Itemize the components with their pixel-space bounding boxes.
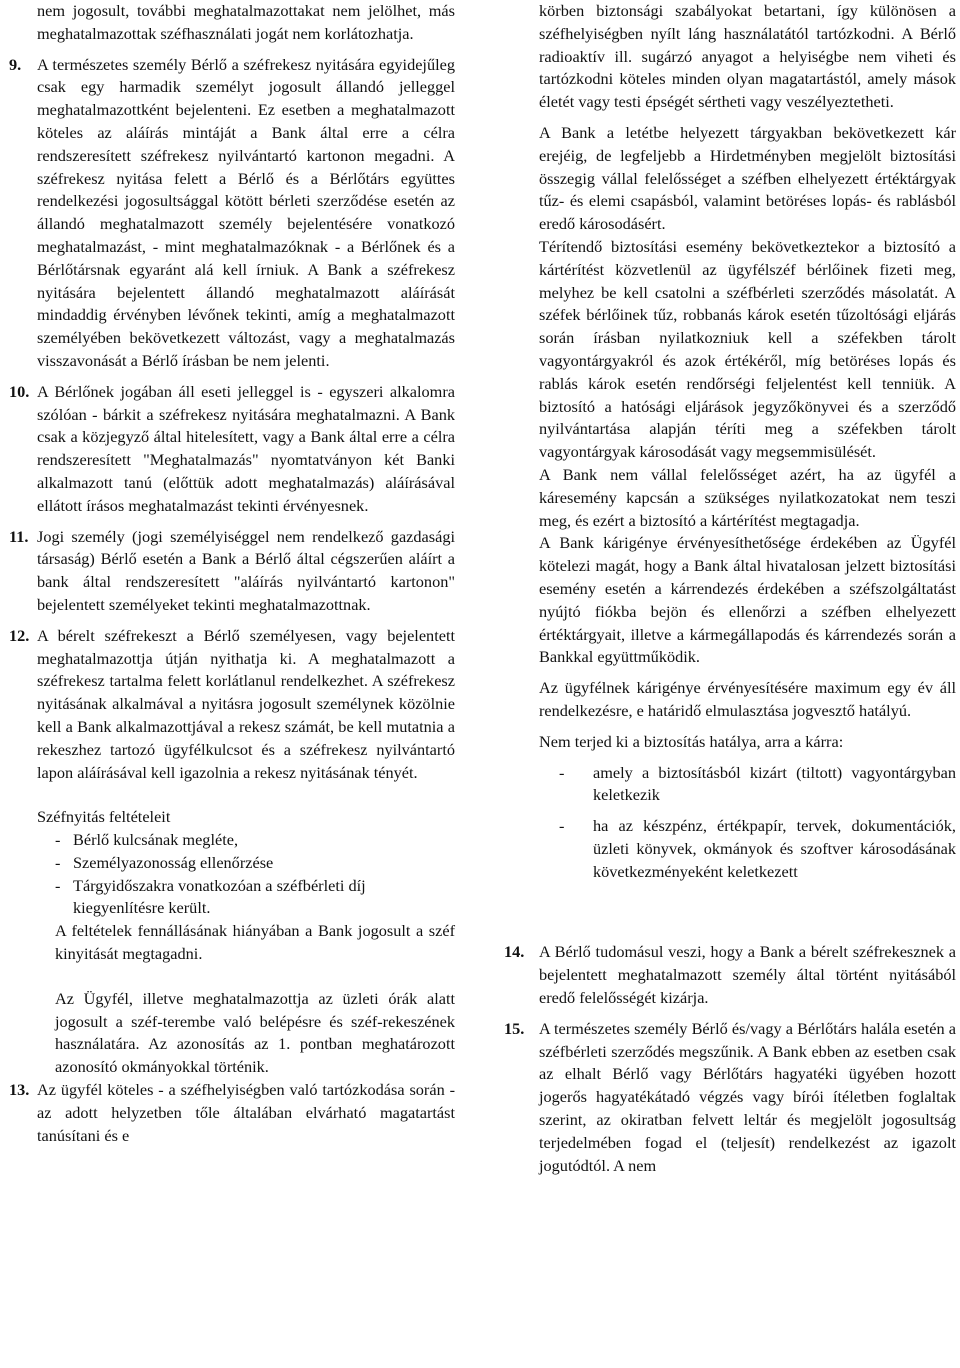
section-15 — [504, 1018, 956, 1178]
exclusion-item: - ha az készpénz, értékpapír, tervek, dokumentációk, üzleti könyvek, okmányok és szoftver károsodásának következményeként keletkezett — [559, 816, 956, 881]
conditions-note: A feltételek fennállásának hiányában a Bank jogosult a széf kinyitását megtagadni. — [55, 921, 455, 964]
compensation-paragraph: Térítendő biztosítási esemény bekövetkeztekor a biztosító a kártérítést közvetlenül az ügyfélszéf bérlőinek fizeti meg, melyhez be kell csatolni a széfbérleti szerződés másolatát. A széfek bérlőinek tűz, robbanás károk esetén tűzoltósági eljárás során írásban nyilatkozniuk kell a széfekben tárolt vagyontárgyakról és azok értékéről, míg betöréses lopás és rablás károk esetén rendőrségi feljelentést kell tenniük. A biztosító a hatósági eljárások jegyzőkönyvei és a szerződő nyilvántartása alapján téríti meg a széfekben tárolt vagyontárgyak károsodását vagy megsemmisülését. — [539, 236, 956, 462]
continuation-paragraph: nem jogosult, további meghatalmazottakat nem jelölhet, más meghatalmazottak széfhasználati jogát nem korlátozhatja. — [37, 1, 455, 43]
section-14 — [504, 941, 956, 1009]
section-text: A bérelt széfrekeszt a Bérlő személyesen, vagy bejelentett meghatalmazottja útján nyithatja ki. A meghatalmazott a széfrekesz tartalma felett korlátlanul rendelkezhet. A széfrekesz nyitásának alkalmával a nyitásra jogosult személynek közölnie kell a Bank alkalmazottjával a rekesz számát, be kell mutatnia a rekeszhez tartozó ügyfélkulcsot és a széfrekesz nyilvántartó lapon aláírásával kell igazolnia a rekesz nyitásának tényét. — [37, 625, 455, 782]
section-13 — [9, 1079, 455, 1147]
section-number: 9. — [9, 54, 22, 74]
no-liability-paragraph: A Bank nem vállal felelősséget azért, ha az ügyfél a káresemény kapcsán a szükséges nyilatkozatokat nem teszi meg, és ezért a biztosító a kártérítést megtagadja. — [539, 464, 956, 530]
section-10 — [9, 381, 455, 518]
liability-paragraph: A Bank a letétbe helyezett tárgyakban bekövetkezett kár erejéig, de legfeljebb a Hirdetményben megjelölt biztosítási összegig vállal felelősséget a széfben elhelyezett értéktárgyak tűz- és elemi csapásból, valamint betöréses lopás- és rablásból eredő károsodásért. — [539, 122, 956, 234]
section-text: Az ügyfél köteles - a széfhelyiségben való tartózkodása során - az adott helyzetben tőle általában elvárható magatartást tanúsítani és e — [37, 1080, 455, 1145]
section-12 — [9, 625, 455, 785]
section-number: 13. — [9, 1080, 30, 1100]
section-text: A természetes személy Bérlő a széfrekesz nyitására egyidejűleg csak egy harmadik személyt jogosult állandó jelleggel meghatalmazottként bejelenteni. Ez esetben a meghatalmazott köteles az aláírás mintáját a Bank által erre a célra rendszeresített széfrekesz nyilvántartó kartonon megadni. A széfrekesz nyitása felett a Bérlő és a Bérlőtárs együttes rendelkezési jogosultsággal kötött bérleti szerződése esetén az állandó meghatalmazott személy bejelentésére vonatkozó meghatalmazást, - mint meghatalmazóknak - a Bérlőnek és a Bérlőtársnak egyaránt alá kell írniuk. A Bank a széfrekesz nyitására bejelentett állandó meghatalmazott aláírását mindaddig érvényben lévőnek tekinti, amíg a meghatalmazott személyében bekövetkezett változást, vagy a meghatalmazás visszavonását a Bérlő írásban be nem jelenti. — [37, 54, 455, 370]
section-number: 11. — [9, 526, 29, 546]
claim-deadline-paragraph: Az ügyfélnek kárigénye érvényesítésére maximum egy év áll rendelkezésre, e határidő elmulasztása jogvesztő hatályú. — [539, 678, 956, 720]
section-9 — [9, 54, 455, 373]
section-text: Jogi személy (jogi személyiséggel nem rendelkező gazdasági társaság) Bérlő esetén a Bank a Bérlő által cégszerűen aláírt a bank által rendszeresített "aláírás nyilvántartó kartonon" bejelentett személyeket tekinti meghatalmazottnak. — [37, 526, 455, 614]
continuation-paragraph: körben biztonsági szabályokat betartani, így különösen a széfhelyiségben nyílt láng használatától tartózkodni. A Bérlő radioaktív ill. sugárzó anyagot a helyiségbe nem viheti és tartózkodni köteles minden olyan magatartástól, amely mások életét vagy testi épségét sértheti vagy veszélyeztetheti. — [539, 1, 956, 112]
business-hours-paragraph: Az Ügyfél, illetve meghatalmazottja az üzleti órák alatt jogosult a széf-terembe való belépésre és széf-rekeszének használatára. Az azonosítás az 1. pontban meghatározott azonosító okmányokkal történik. — [55, 988, 455, 1077]
section-text: A természetes személy Bérlő és/vagy a Bérlőtárs halála esetén a széfbérleti szerződés megszűnik. A Bank ebben az esetben csak az elhalt Bérlő vagy Bérlőtárs hagyatéki ügyében hozott jogerős hagyatékátadó végzés vagy bírói ítéletben foglaltak szerint, az okiratban felvett leltár és megjelölt jogosultság terjedelmében fogad el (teljesít) rendelkezést az igazolt jogutódtól. A nem — [539, 1018, 956, 1175]
left-column — [9, 0, 455, 1147]
claim-cooperation-paragraph: A Bank kárigénye érvényesíthetősége érdekében az Ügyfél kötelezi magát, hogy a Bank által hivatalosan jelzett biztosítási esemény esetén a kárrendezés érdekében a széfszolgáltatást nyújtó fiókba bejön és ellenőrzi a széfben elhelyezett értéktárgyait, illetve a kármegállapodás és kárrendezés során a Bankkal együttműködik. — [539, 533, 956, 667]
conditions-title: Széfnyitás feltételeit — [37, 807, 171, 827]
section-number: 14. — [504, 942, 525, 962]
right-column — [504, 0, 956, 1177]
section-text: A Bérlőnek jogában áll eseti jelleggel is - egyszeri alkalomra szólóan - bárkit a széfrekesz nyitására meghatalmazni. A Bank csak a közjegyző által hitelesített, vagy a Bank által erre a célra rendszeresített "Meghatalmazás" nyomtatványon két Banki alkalmazott tanú (előttük adott meghatalmazás) aláírásával ellátott írásos meghatalmazást tekinti érvényesnek. — [37, 381, 455, 515]
section-number: 15. — [504, 1018, 525, 1038]
exclusions-intro: Nem terjed ki a biztosítás hatálya, arra a kárra: — [539, 731, 844, 751]
section-number: 12. — [9, 625, 30, 645]
condition-item: - Személyazonosság ellenőrzése — [55, 852, 274, 872]
exclusion-item: - amely a biztosításból kizárt (tiltott) vagyontárgyban keletkezik — [559, 762, 956, 805]
section-text: A Bérlő tudomásul veszi, hogy a Bank a bérelt széfrekesznek a bejelentett meghatalmazott személy által történt nyitásából eredő felelősségét kizárja. — [539, 942, 956, 1008]
condition-item: - Tárgyidőszakra vonatkozóan a széfbérleti díj kiegyenlítésre került. — [55, 875, 366, 918]
section-number: 10. — [9, 381, 30, 401]
condition-item: - Bérlő kulcsának megléte, — [55, 830, 239, 850]
section-11 — [9, 526, 455, 617]
